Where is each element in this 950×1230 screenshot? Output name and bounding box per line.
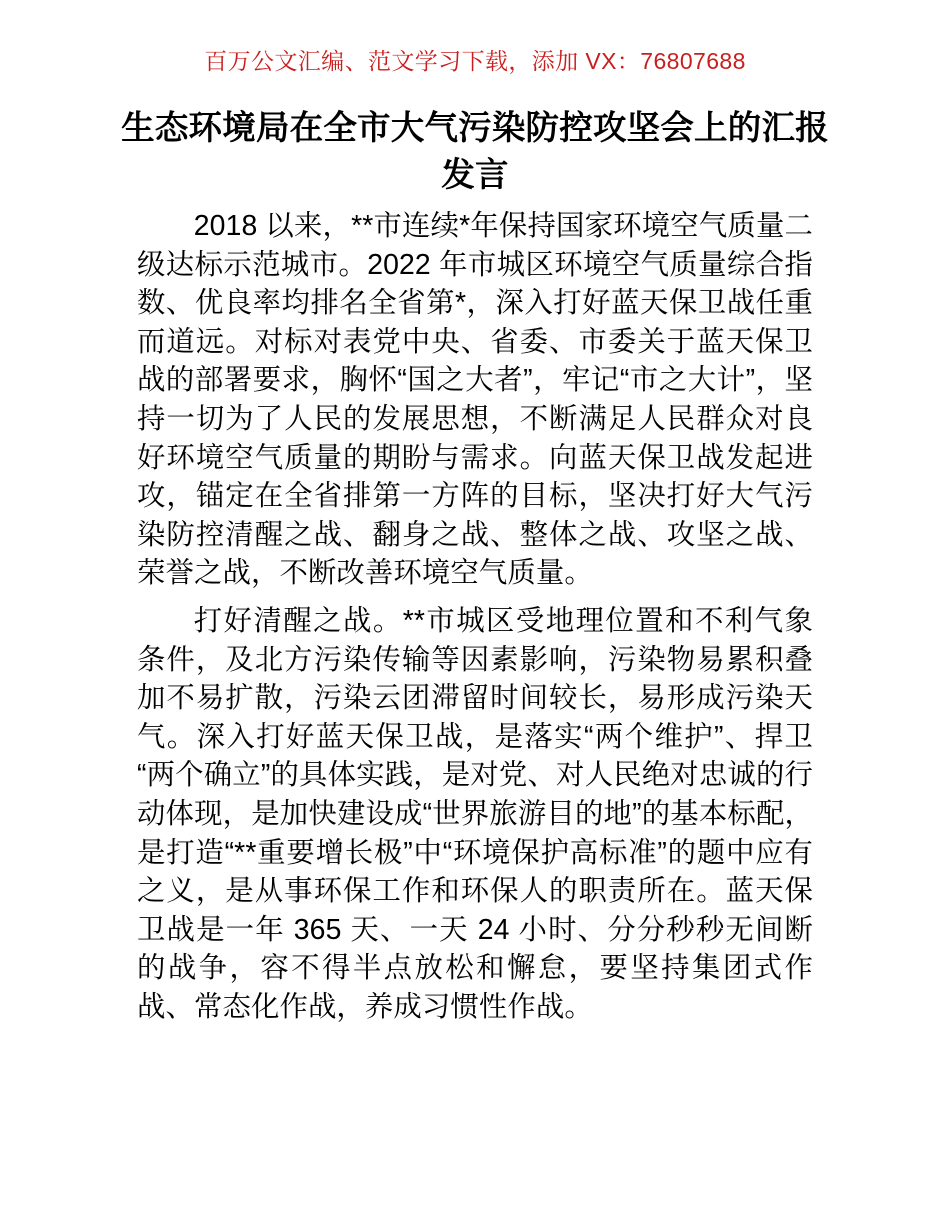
document-body — [137, 207, 813, 1026]
body-paragraph-2: 打好清醒之战。**市城区受地理位置和不利气象条件，及北方污染传输等因素影响，污染物易累积叠加不易扩散，污染云团滞留时间较长，易形成污染天气。深入打好蓝天保卫战，是落实“两个维护”、捍卫“两个确立”的具体实践，是对党、对人民绝对忠诚的行动体现，是加快建设成“世界旅游目的地”的基本标配，是打造“**重要增长极”中“环境保护高标准”的题中应有之义，是从事环保工作和环保人的职责所在。蓝天保卫战是一年 365 天、一天 24 小时、分分秒秒无间断的战争，容不得半点放松和懈怠，要坚持集团式作战、常态化作战，养成习惯性作战。 — [137, 604, 813, 1023]
page-title: 生态环境局在全市大气污染防控攻坚会上的汇报发言 — [121, 109, 829, 194]
promo-watermark-header: 百万公文汇编、范文学习下载，添加 VX：76807688 — [204, 48, 746, 74]
body-paragraph-1: 2018 以来，**市连续*年保持国家环境空气质量二级达标示范城市。2022 年市城区环境空气质量综合指数、优良率均排名全省第*，深入打好蓝天保卫战任重而道远。对标对表党中央、省委、市委关于蓝天保卫战的部署要求，胸怀“国之大者”，牢记“市之大计”，坚持一切为了人民的发展思想，不断满足人民群众对良好环境空气质量的期盼与需求。向蓝天保卫战发起进攻，锚定在全省排第一方阵的目标，坚决打好大气污染防控清醒之战、翻身之战、整体之战、攻坚之战、荣誉之战，不断改善环境空气质量。 — [137, 210, 813, 590]
